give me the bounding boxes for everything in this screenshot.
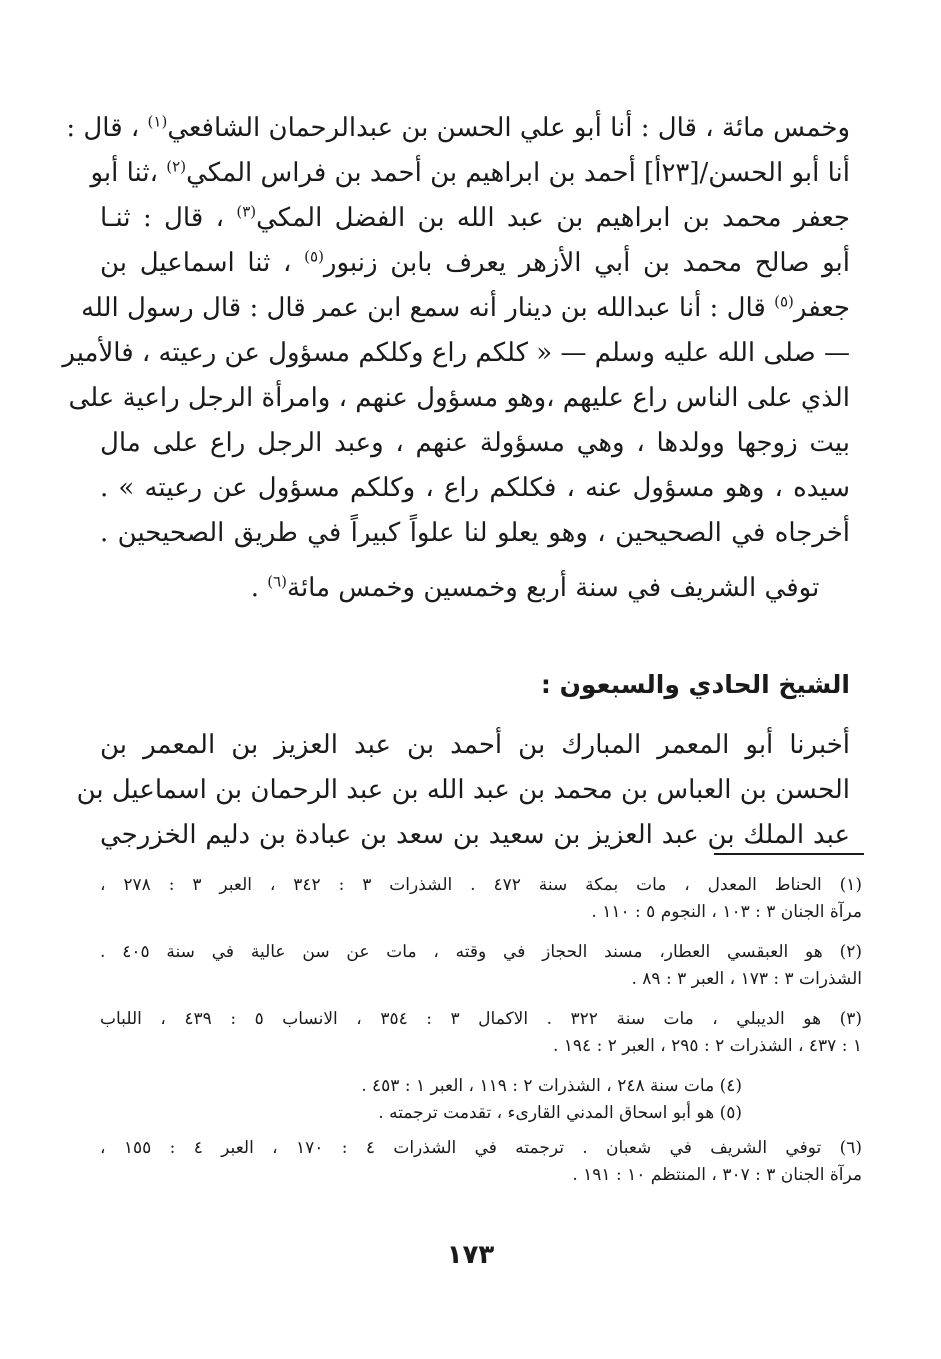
text-segment: أبو صالح محمد بن أبي الأزهر يعرف بابن زنبور [323,248,850,278]
section-line-3: عبد الملك بن عبد العزيز بن سعيد بن سعد بن عبادة بن دليم الخزرجي [100,820,850,850]
footnote-2 [100,939,862,993]
text-segment: جعفر محمد بن ابراهيم بن عبد الله بن الفضل المكي [256,203,850,233]
footnote-mark: (٦) [267,572,287,591]
footnote-divider [714,853,864,855]
text-segment: جعفر [793,293,850,323]
text-line-7: الذي على الناس راع عليهم ،وهو مسؤول عنهم ، وامرأة الرجل راعية على [68,383,850,413]
footnote-6 [100,1135,862,1189]
page-number: ١٧٣ [446,1240,495,1270]
footnote-line: ١ : ٤٣٧ ، الشذرات ٢ : ٢٩٥ ، العبر ٢ : ١٩٤ . [552,1036,862,1056]
footnote-line: مرآة الجنان ٣ : ١٠٣ ، النجوم ٥ : ١١٠ . [591,902,862,922]
section-line-1: أخبرنا أبو المعمر المبارك بن أحمد بن عبد العزيز بن المعمر بن [100,730,850,760]
text-segment: أنا أبو الحسن/[٢٣أ] أحمد بن ابراهيم بن أحمد بن فراس المكي [186,158,850,188]
footnote-line: (٦) توفي الشريف في شعبان . ترجمته في الشذرات ٤ : ١٧٠ ، العبر ٤ : ١٥٥ ، [100,1138,862,1158]
footnote-line: (٤) مات سنة ٢٤٨ ، الشذرات ٢ : ١١٩ ، العبر ١ : ٤٥٣ . [361,1076,742,1096]
text-line-11 [100,566,850,611]
text-line-10: أخرجاه في الصحيحين ، وهو يعلو لنا علواً كبيراً في طريق الصحيحين . [100,518,850,548]
footnote-line: (٢) هو العبقسي العطار، مسند الحجاز في وقته ، مات عن سن عالية في سنة ٤٠٥ . [100,942,862,962]
text-line-3 [100,196,850,241]
footnote-mark: (٥) [774,292,794,311]
footnote-mark: (٢) [166,157,187,176]
text-segment: ، قال : [66,113,140,143]
main-text-block [62,106,850,858]
text-line-9: سيده ، وهو مسؤول عنه ، فكلكم راع ، وكلكم مسؤول عن رعيته » . [100,473,850,503]
section-heading: الشيخ الحادي والسبعون : [540,670,850,699]
footnote-4 [100,1073,862,1100]
footnote-line: (١) الحناط المعدل ، مات بمكة سنة ٤٧٢ . الشذرات ٣ : ٣٤٢ ، العبر ٣ : ٢٧٨ ، [100,875,863,895]
text-segment: قال : أنا عبدالله بن دينار أنه سمع ابن عمر قال : قال رسول الله [81,293,766,323]
text-segment: ، ثنا اسماعيل بن [100,248,292,278]
text-segment: . [250,573,268,603]
footnote-1 [100,872,862,926]
text-line-4 [100,241,850,286]
text-segment: توفي الشريف في سنة أربع وخمسين وخمس مائة [287,573,820,603]
footnote-line: (٣) هو الديبلي ، مات سنة ٣٢٢ . الاكمال ٣ : ٣٥٤ ، الانساب ٥ : ٤٣٩ ، اللباب [100,1009,862,1029]
footnote-mark: (٥) [304,247,324,266]
footnote-line: الشذرات ٣ : ١٧٣ ، العبر ٣ : ٨٩ . [631,969,862,989]
footnote-line: (٥) هو أبو اسحاق المدني القارىء ، تقدمت ترجمته . [378,1103,742,1123]
text-line-6: — صلى الله عليه وسلم — « كلكم راع وكلكم مسؤول عن رعيته ، فالأمير [62,338,850,368]
footnote-line: مرآة الجنان ٣ : ٣٠٧ ، المنتظم ١٠ : ١٩١ . [572,1165,862,1185]
text-segment: وخمس مائة ، قال : أنا أبو علي الحسن بن عبدالرحمان الشافعي [167,113,850,143]
footnote-5 [100,1100,862,1127]
text-segment: ، قال : ثنـا [100,203,224,233]
footnote-mark: (١) [147,112,168,131]
footnotes-block [100,872,862,1202]
text-line-8: بيت زوجها وولدها ، وهي مسؤولة عنهم ، وعبد الرجل راع على مال [100,428,850,458]
text-line-2 [90,151,850,196]
footnote-3 [100,1006,862,1060]
text-line-5 [81,286,850,331]
section-line-2: الحسن بن العباس بن محمد بن عبد الله بن عبد الرحمان بن اسماعيل بن [76,775,850,805]
text-line-1 [66,106,850,151]
text-segment: ،ثنا أبو [90,158,159,188]
section-body [76,723,850,858]
footnote-mark: (٣) [236,202,257,221]
